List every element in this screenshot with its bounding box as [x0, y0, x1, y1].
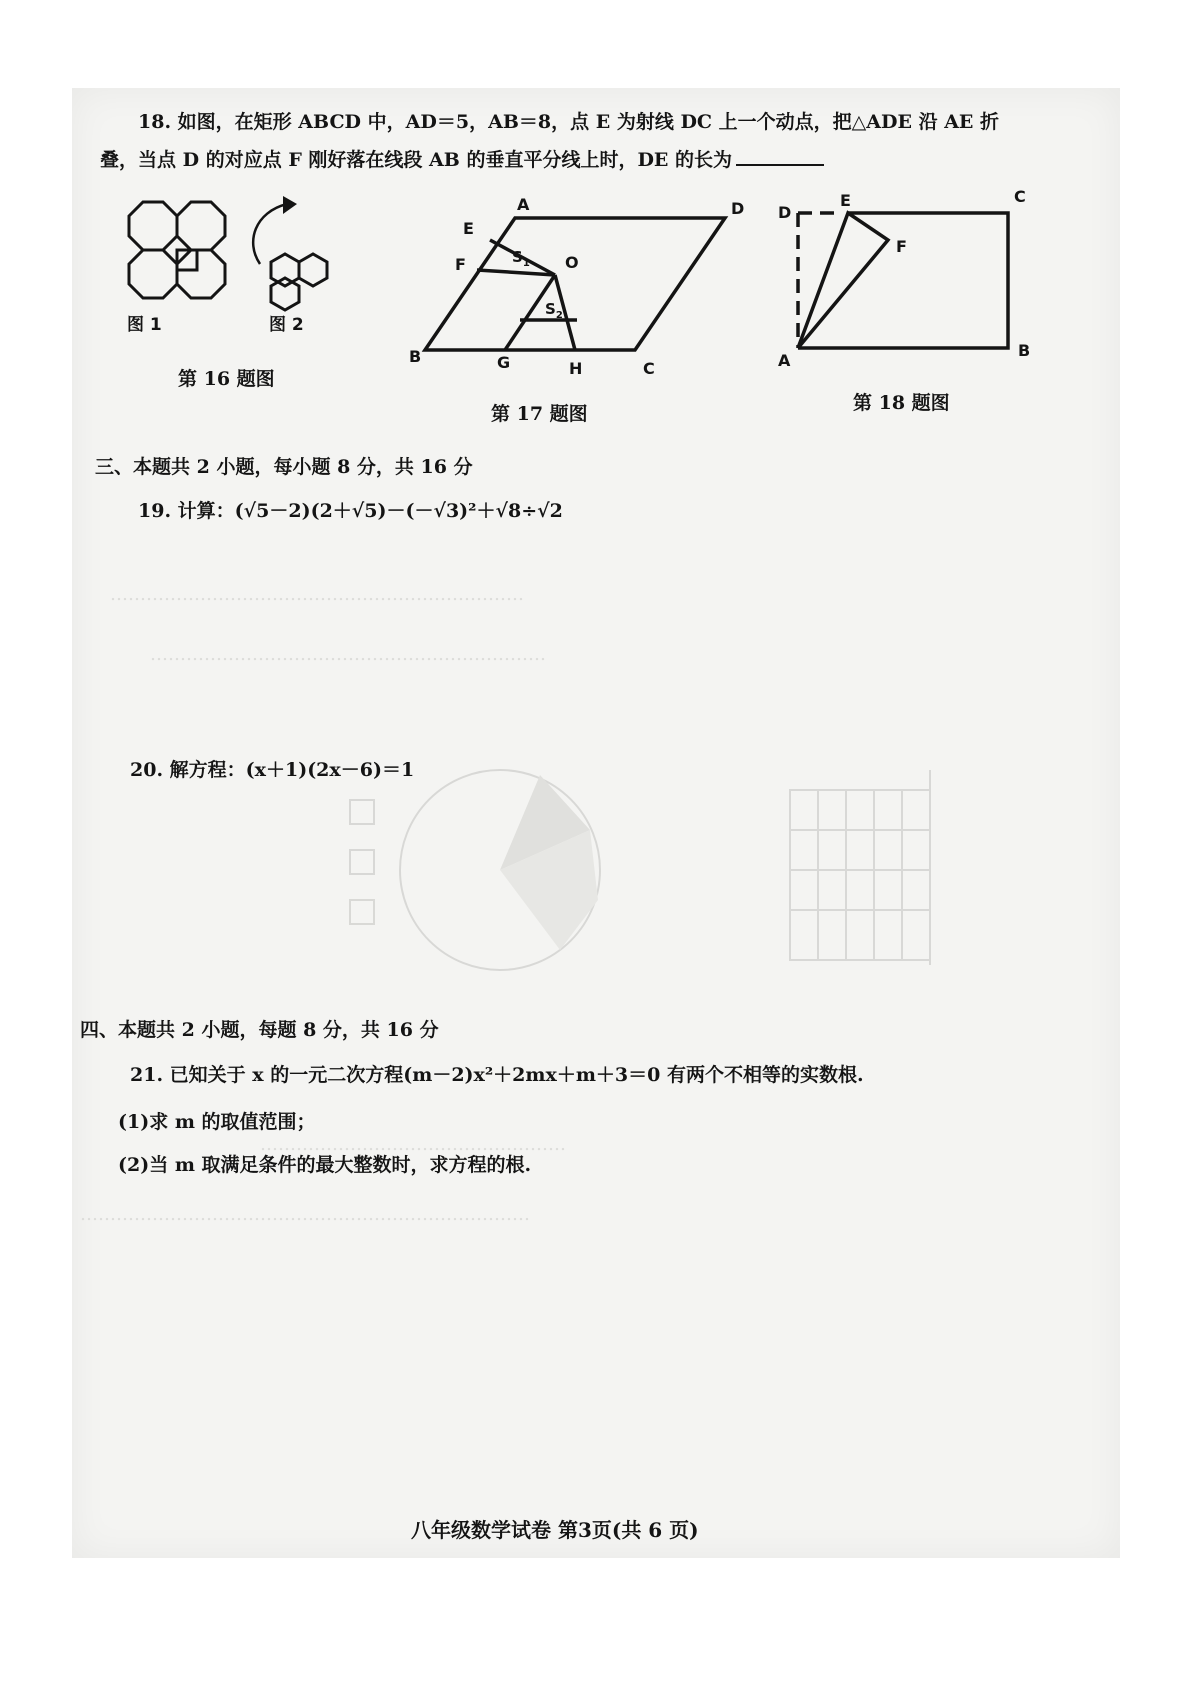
section3-heading: 三、本题共 2 小题，每小题 8 分，共 16 分: [95, 456, 473, 478]
section4-heading: 四、本题共 2 小题，每题 8 分，共 16 分: [80, 1019, 439, 1041]
q20-text: 20. 解方程：(x＋1)(2x－6)＝1: [130, 759, 415, 781]
fig17-point-B: B: [409, 347, 422, 366]
fig18-point-A: A: [778, 351, 791, 370]
fig17-point-H: H: [569, 359, 583, 378]
fig18-point-B: B: [1018, 341, 1031, 360]
fig18-point-E: E: [840, 191, 851, 210]
svg-text:…………………………………………………………: …………………………………………………………: [150, 644, 546, 665]
fig16-label1: 图 1: [127, 315, 162, 335]
rotate-arrow-icon: [283, 196, 297, 214]
svg-text:……………………………………………: ……………………………………………: [260, 1134, 566, 1155]
figure-16: [95, 192, 355, 352]
fig18-folded-triangle: [798, 213, 888, 348]
svg-text:…………………………………………………………………: …………………………………………………………………: [80, 1204, 530, 1225]
fig17-area-s2: $S_2$: [545, 300, 563, 321]
fig17-area-s1: $S_1$: [512, 248, 530, 269]
fig16-fig1-octagons: [129, 202, 225, 298]
fig17-point-O: O: [565, 253, 579, 272]
fig17-point-F: F: [455, 255, 466, 274]
figure-18: [778, 187, 1048, 370]
page-footer: 八年级数学试卷 第3页(共 6 页): [411, 1518, 699, 1542]
fig18-rect-sides: [798, 213, 1008, 348]
fig17-segment-FO: [477, 270, 555, 275]
fig16-label2: 图 2: [269, 315, 304, 335]
q18-line2-text: 叠，当点 D 的对应点 F 刚好落在线段 AB 的垂直平分线上时，DE 的长为: [100, 149, 733, 171]
fig17-point-E: E: [463, 219, 474, 238]
q21-text: 21. 已知关于 x 的一元二次方程(m－2)x²＋2mx＋m＋3＝0 有两个不相等的实数根.: [130, 1064, 864, 1086]
svg-text:……………………………………………………………: ……………………………………………………………: [110, 584, 524, 605]
figure-17: [405, 195, 745, 378]
fig18-point-C: C: [1014, 187, 1026, 206]
fig17-point-A: A: [517, 195, 530, 214]
fig18-point-D: D: [778, 203, 792, 222]
fig18-caption: 第 18 题图: [853, 392, 950, 414]
answer-blank: [736, 148, 824, 166]
fig16-fig2-hexagons: [253, 204, 327, 310]
fig17-point-D: D: [731, 199, 745, 218]
fig17-point-G: G: [497, 353, 511, 372]
fig18-point-F: F: [896, 237, 907, 256]
fig17-point-C: C: [643, 359, 655, 378]
q21-part2: (2)当 m 取满足条件的最大整数时，求方程的根.: [118, 1154, 532, 1176]
q19-text: 19. 计算：(√5－2)(2＋√5)－(－√3)²＋√8÷√2: [138, 500, 563, 522]
q21-part1: (1)求 m 的取值范围；: [118, 1111, 316, 1133]
fig17-caption: 第 17 题图: [491, 403, 588, 425]
q18-line1: 18. 如图，在矩形 ABCD 中，AD＝5，AB＝8，点 E 为射线 DC 上一个动点，把△ADE 沿 AE 折: [138, 111, 1000, 133]
q18-line2: [100, 145, 824, 172]
fig16-caption: 第 16 题图: [178, 368, 275, 390]
